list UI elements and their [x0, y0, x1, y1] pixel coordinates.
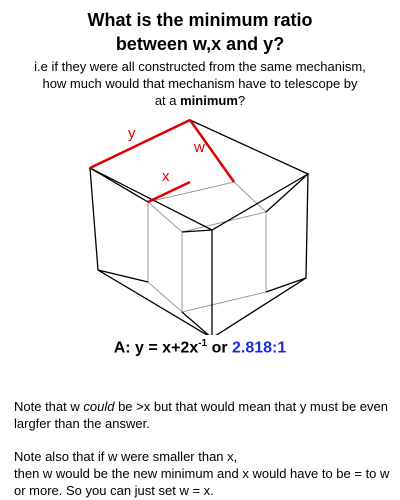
note-1-could: could [83, 399, 115, 414]
inner-cube-edges [148, 202, 266, 312]
note-1-post: be >x but that would mean that y must be even largfer than the answer. [14, 399, 388, 431]
inner-cube [148, 182, 266, 312]
subtitle-line-3-post: ? [237, 93, 246, 108]
connector-top-left [90, 168, 148, 202]
connector-top-right [266, 174, 308, 212]
subtitle-minimum: minimum [180, 93, 238, 108]
connector-bottom-right [266, 278, 306, 292]
note-1 [14, 398, 394, 432]
outer-top-face [90, 120, 308, 230]
highlighted-edges [90, 120, 234, 202]
edge-y [90, 120, 190, 168]
note-2 [14, 448, 394, 499]
note-1-pre: Note that w [14, 399, 84, 414]
tesseract-diagram [0, 100, 400, 335]
subtitle-line-1: i.e if they were all constructed from the same mechanism, [34, 59, 366, 74]
title-line-2: between w,x and y? [115, 34, 285, 54]
label-x: x [162, 168, 170, 185]
answer-formula: A: y = x+2x [113, 339, 199, 357]
answer-exponent: -1 [198, 338, 208, 349]
title-line-1: What is the minimum ratio [87, 10, 313, 30]
subtitle-line-3-pre: at a [154, 93, 181, 108]
title [0, 8, 400, 56]
edge-x [148, 182, 190, 202]
answer [0, 338, 400, 357]
label-w: w [194, 139, 205, 156]
connector-bottom-left [98, 270, 148, 282]
note-2-line-2: then w would be the new minimum and x would have to be = to w or more. So you can just set w = x. [14, 466, 390, 498]
answer-ratio: 2.818:1 [232, 339, 287, 357]
label-y: y [128, 125, 136, 142]
subtitle-line-2: how much would that mechanism have to telescope by [42, 76, 358, 91]
note-2-line-1: Note also that if w were smaller than x, [14, 449, 238, 464]
answer-connector: or [207, 339, 233, 357]
